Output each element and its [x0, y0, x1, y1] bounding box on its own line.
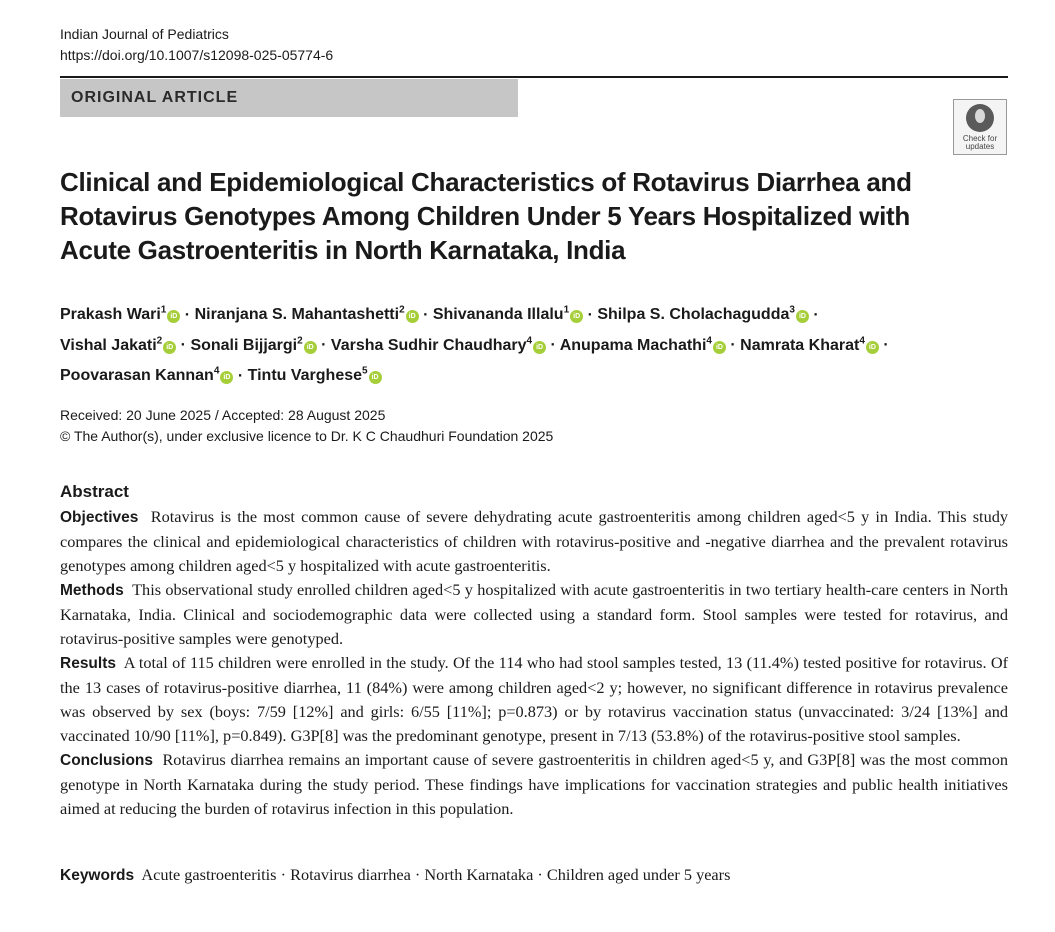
- author-affiliation: 2: [297, 335, 303, 347]
- author-affiliation: 2: [399, 305, 405, 316]
- orcid-icon[interactable]: iD: [163, 341, 176, 354]
- author-affiliation: 1: [160, 305, 167, 316]
- author-separator: ·: [418, 306, 433, 324]
- abstract-results: [60, 651, 1008, 748]
- section-label: Conclusions: [60, 752, 154, 769]
- author-separator: ·: [233, 366, 248, 384]
- section-text: Rotavirus is the most common cause of severe dehydrating acute gastroenteritis among children aged<5 y in India. This study compares the clinical and epidemiological characteristics of children with rotavirus-positive and -negative diarrhea and the prevalent rotavirus genotypes among children aged<5 y hospitalized with acute gastroenteritis.: [60, 507, 1008, 575]
- orcid-icon[interactable]: iD: [570, 310, 583, 323]
- author-name: Vishal Jakati: [60, 336, 157, 354]
- author: [597, 306, 809, 323]
- author-affiliation: 5: [362, 365, 368, 377]
- abstract-conclusions: [60, 748, 1008, 821]
- article-title: [60, 165, 960, 267]
- abstract-heading: Abstract: [60, 482, 129, 501]
- abstract-methods: [60, 578, 1008, 651]
- author-name: Shilpa S. Cholachagudda: [597, 306, 790, 324]
- author-name: Anupama Machathi: [559, 336, 707, 354]
- orcid-icon[interactable]: iD: [220, 371, 233, 384]
- author: [60, 306, 180, 323]
- section-label: Methods: [60, 582, 124, 599]
- author-name: Shivananda Illalu: [432, 306, 564, 324]
- author: [560, 337, 726, 354]
- check-for-updates-icon: [966, 104, 994, 132]
- author-separator: ·: [808, 306, 824, 324]
- orcid-icon[interactable]: iD: [406, 310, 419, 323]
- author-separator: ·: [316, 336, 331, 354]
- check-for-updates-text: Check for updates: [962, 134, 998, 151]
- author-name: Sonali Bijjargi: [190, 336, 298, 354]
- journal-header: [60, 24, 333, 66]
- abstract-objectives: [60, 505, 1008, 578]
- author-separator: ·: [583, 306, 598, 324]
- orcid-icon[interactable]: iD: [713, 341, 726, 354]
- author-name: Prakash Wari: [60, 306, 161, 324]
- author: [740, 337, 879, 354]
- author: [190, 337, 316, 354]
- section-text: A total of 115 children were enrolled in the study. Of the 114 who had stool samples tested, 13 (11.4%) tested positive for rotavirus. Of the 13 cases of rotavirus-positive diarrhea, 11 (84%) were among children aged<2 y; however, no significant difference in rotavirus prevalence was observed by sex (boys: 7/59 [12%] and girls: 6/55 [11%]; p=0.873) or by rotavirus vaccination status (unvaccinated: 3/24 [13%] and vaccinated 10/90 [11%], p=0.849). G3P[8] was the predominant genotype, present in 7/13 (53.8%) of the rotavirus-positive stool samples.: [60, 653, 1008, 745]
- doi-link[interactable]: https://doi.org/10.1007/s12098-025-05774-6: [60, 47, 334, 63]
- author-affiliation: 4: [526, 335, 533, 347]
- author-affiliation: 4: [706, 335, 712, 347]
- author-affiliation: 3: [789, 305, 795, 316]
- author-affiliation: 4: [859, 335, 865, 347]
- orcid-icon[interactable]: iD: [796, 310, 809, 323]
- keywords: [60, 863, 730, 888]
- abstract-body: [60, 505, 1008, 821]
- keywords-text: Acute gastroenteritis · Rotavirus diarrhea · North Karnataka · Children aged under 5 years: [141, 865, 731, 884]
- keywords-label: Keywords: [60, 867, 135, 884]
- author-name: Tintu Varghese: [247, 366, 363, 384]
- author-affiliation: 4: [213, 365, 220, 377]
- author: [195, 306, 419, 323]
- orcid-icon[interactable]: iD: [369, 371, 382, 384]
- received-accepted: Received: 20 June 2025 / Accepted: 28 August 2025: [60, 407, 386, 423]
- author: [248, 367, 382, 384]
- title-line: Acute Gastroenteritis in North Karnataka, India: [60, 235, 626, 265]
- orcid-icon[interactable]: iD: [167, 310, 180, 323]
- author-name: Namrata Kharat: [740, 336, 860, 354]
- title-line: Clinical and Epidemiological Characteristics of Rotavirus Diarrhea and: [60, 167, 912, 197]
- author-separator: ·: [546, 336, 560, 354]
- orcid-icon[interactable]: iD: [533, 341, 546, 354]
- section-text: Rotavirus diarrhea remains an important cause of severe gastroenteritis in children aged<5 y, and G3P[8] was the most common genotype in North Karnataka during the study period. These findings have implications for vaccination strategies and public health initiatives aimed at reducing the burden of rotavirus infection in this population.: [60, 750, 1009, 818]
- author: [60, 337, 176, 354]
- copyright-notice: © The Author(s), under exclusive licence to Dr. K C Chaudhuri Foundation 2025: [60, 428, 554, 444]
- journal-name: Indian Journal of Pediatrics: [60, 26, 229, 42]
- orcid-icon[interactable]: iD: [304, 341, 317, 354]
- publication-dates: [60, 405, 553, 447]
- author-name: Varsha Sudhir Chaudhary: [330, 336, 527, 354]
- author-name: Poovarasan Kannan: [60, 366, 214, 384]
- author-separator: ·: [725, 336, 741, 354]
- author-separator: ·: [176, 336, 191, 354]
- article-type-label: ORIGINAL ARTICLE: [71, 89, 239, 106]
- author-name: Niranjana S. Mahantashetti: [194, 306, 400, 324]
- author: [433, 306, 583, 323]
- author: [60, 367, 233, 384]
- section-label: Results: [60, 655, 116, 672]
- orcid-icon[interactable]: iD: [866, 341, 879, 354]
- article-type-banner: [60, 79, 518, 117]
- author-separator: ·: [180, 306, 195, 324]
- check-for-updates-badge[interactable]: [953, 99, 1007, 155]
- header-rule: [60, 76, 1008, 78]
- author: [331, 337, 546, 354]
- author-separator: ·: [878, 336, 894, 354]
- author-affiliation: 1: [563, 305, 570, 316]
- author-list: [60, 298, 1000, 389]
- title-line: Rotavirus Genotypes Among Children Under 5 Years Hospitalized with: [60, 201, 910, 231]
- section-label: Objectives: [60, 509, 139, 526]
- section-text: This observational study enrolled children aged<5 y hospitalized with acute gastroenteritis in two tertiary health-care centers in North Karnataka, India. Clinical and sociodemographic data were collected using a standard form. Stool samples were tested for rotavirus, and rotavirus-positive samples were genotyped.: [60, 580, 1008, 648]
- author-affiliation: 2: [156, 335, 163, 347]
